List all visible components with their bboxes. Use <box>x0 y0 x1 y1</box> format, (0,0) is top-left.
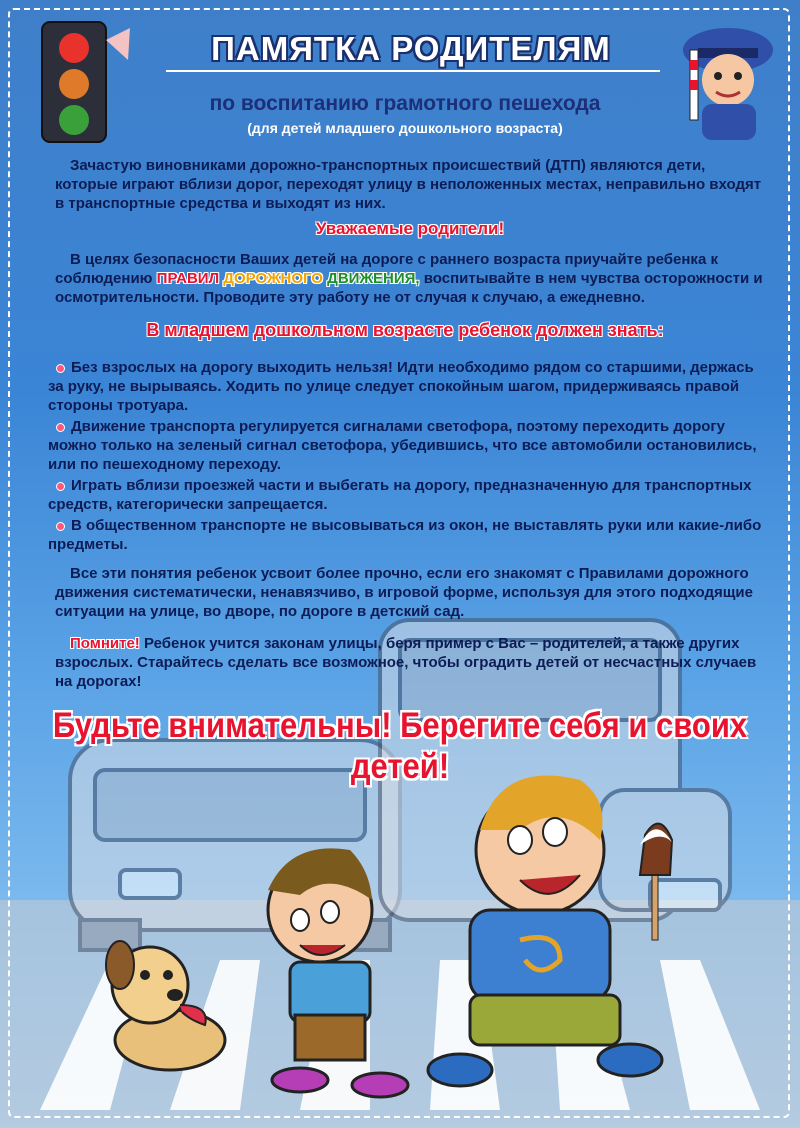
rule-item <box>48 417 768 474</box>
bullet-icon <box>56 522 65 531</box>
traffic-light-icon <box>42 22 130 142</box>
advice-after: воспитывайте в нем чувства осторожности и осмотрительности. Проводите эту работу не от случая к случаю, а ежедневно. <box>55 270 763 306</box>
pdd-word-rules: ПРАВИЛ <box>156 270 220 287</box>
concepts-paragraph: Все эти понятия ребенок усвоит более прочно, если его знакомят с Правилами дорожного движения систематически, ненавязчиво, в игровой форме, используя для этого подходящие ситуации на улице, во дворе, по дороге в детский сад. <box>55 565 753 620</box>
rule-item <box>48 516 768 554</box>
rule-item <box>48 358 768 415</box>
advice-before: В целях безопасности Ваших детей на дороге с раннего возраста приучайте ребенка к соблюдению <box>55 251 718 287</box>
pdd-word-road: ДОРОЖНОГО <box>223 270 323 287</box>
rule-text: Играть вблизи проезжей части и выбегать на дорогу, предназначенную для транспортных средств, категорически запрещается. <box>48 477 752 513</box>
rule-text: В общественном транспорте не высовываться из окон, не выставлять руки или какие-либо предметы. <box>48 517 762 553</box>
age-note: (для детей младшего дошкольного возраста) <box>247 120 563 136</box>
remember-paragraph <box>55 634 765 691</box>
remember-text: Ребенок учится законам улицы, беря пример с Вас – родителей, а также других взрослых. Старайтесь сделать все возможное, чтобы оградить детей от несчастных случаев на дорогах! <box>55 635 757 690</box>
must-know-heading: В младшем дошкольном возрасте ребенок должен знать: <box>146 320 664 340</box>
intro-paragraph: Зачастую виновниками дорожно-транспортных происшествий (ДТП) являются дети, которые играют вблизи дорог, переходят улицу в неположенных местах, неправильно входят в транспортные средства и выходят из них. <box>55 157 762 212</box>
policeman-icon <box>683 28 773 140</box>
title-box <box>164 30 658 68</box>
page-title: ПАМЯТКА РОДИТЕЛЯМ <box>211 30 611 67</box>
bullet-icon <box>56 364 65 373</box>
pdd-word-traffic: ДВИЖЕНИЯ, <box>327 270 420 287</box>
rules-list <box>48 358 768 554</box>
rule-item <box>48 476 768 514</box>
advice-paragraph <box>55 250 765 307</box>
remember-label: Помните! <box>70 635 140 652</box>
bullet-icon <box>56 482 65 491</box>
page-subtitle: по воспитанию грамотного пешехода <box>209 92 601 115</box>
rule-text: Без взрослых на дорогу выходить нельзя! Идти необходимо рядом со старшими, держась за руку, не вырываясь. Ходить по улице следует спокойным шагом, придерживаясь правой стороны тротуара. <box>48 359 754 414</box>
title-underline <box>166 70 660 72</box>
bullet-icon <box>56 423 65 432</box>
slogan: Будьте внимательны! Берегите себя и своих детей! <box>52 704 748 787</box>
greeting-heading: Уважаемые родители! <box>315 219 505 238</box>
rule-text: Движение транспорта регулируется сигналами светофора, поэтому переходить дорогу можно только на зеленый сигнал светофора, убедившись, что все автомобили остановились, или по пешеходному переходу. <box>48 418 757 473</box>
